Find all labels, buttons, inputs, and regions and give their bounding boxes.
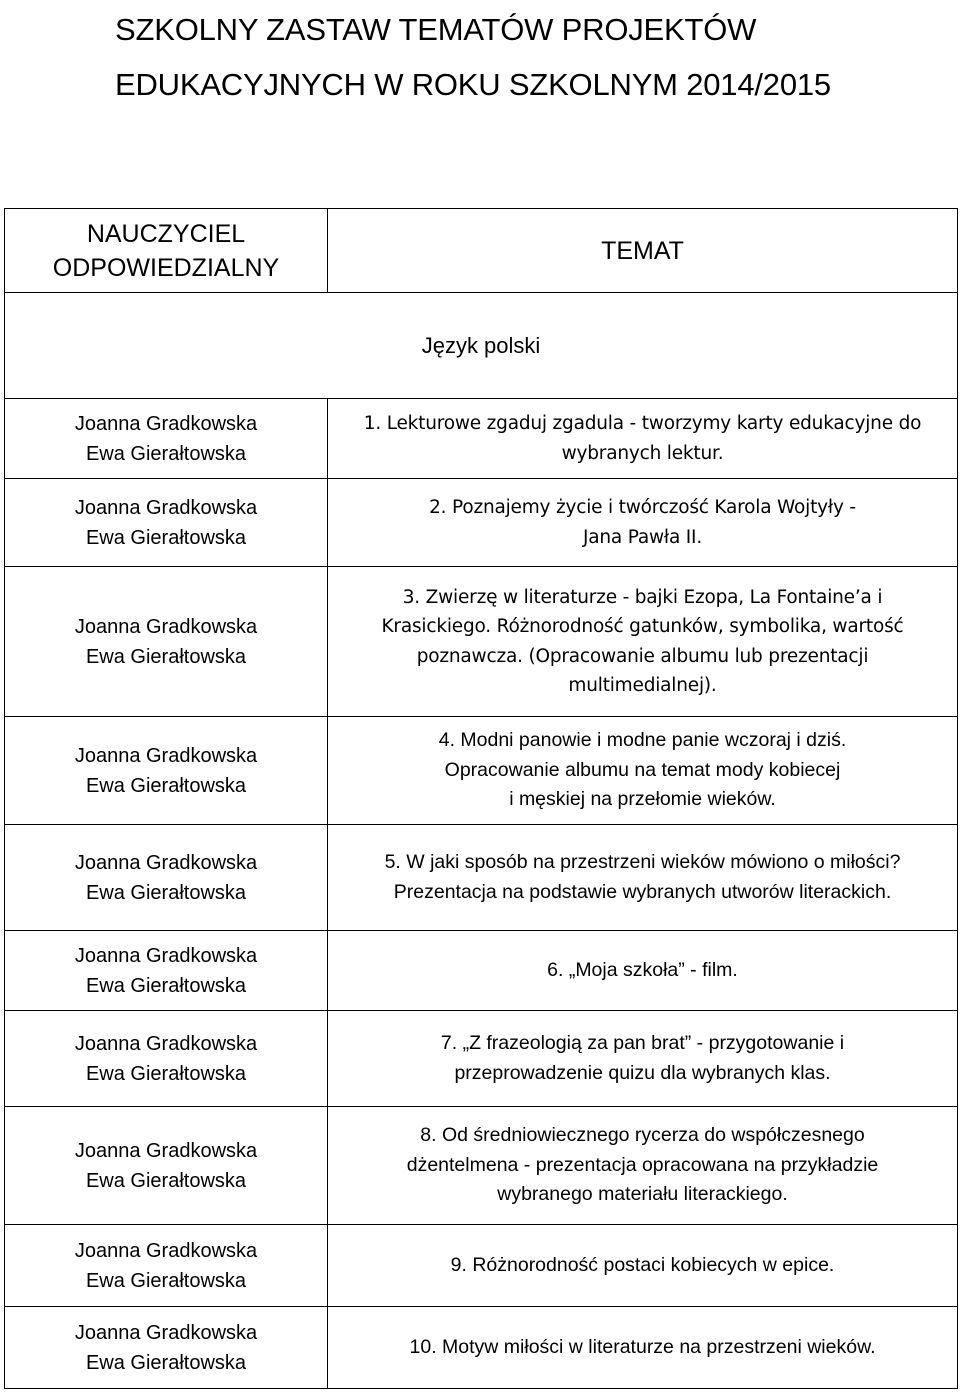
topic-cell bbox=[328, 931, 958, 1011]
table-row bbox=[5, 931, 958, 1011]
topic-line: i męskiej na przełomie wieków. bbox=[509, 788, 776, 811]
topic-line: Jana Pawła II. bbox=[583, 526, 702, 548]
teacher-cell bbox=[5, 1307, 328, 1389]
teacher-name: Joanna Gradkowska bbox=[74, 744, 258, 767]
teacher-name: Ewa Gierałtowska bbox=[85, 974, 247, 997]
topic-line: multimedialnej). bbox=[568, 675, 717, 696]
table-row bbox=[5, 717, 958, 825]
document-title-line2: EDUKACYJNYCH W ROKU SZKOLNYM 2014/2015 bbox=[115, 67, 831, 102]
teacher-cell bbox=[5, 567, 328, 717]
teacher-name: Ewa Gierałtowska bbox=[85, 526, 247, 549]
topic-cell bbox=[328, 399, 958, 479]
topic-line: Opracowanie albumu na temat mody kobiecej bbox=[444, 758, 841, 781]
document-title bbox=[115, 2, 935, 112]
topic-line: 7. „Z frazeologią za pan brat” - przygotowanie i bbox=[440, 1032, 845, 1054]
topic-cell bbox=[328, 825, 958, 931]
topic-line: 4. Modni panowie i modne panie wczoraj i dziś. bbox=[438, 729, 847, 752]
teacher-cell bbox=[5, 399, 328, 479]
document-title-line1: SZKOLNY ZASTAW TEMATÓW PROJEKTÓW bbox=[115, 12, 757, 47]
header-teacher-line1: NAUCZYCIEL bbox=[86, 219, 246, 248]
teacher-cell bbox=[5, 931, 328, 1011]
teacher-cell bbox=[5, 479, 328, 567]
topic-line: wybranych lektur. bbox=[561, 442, 724, 464]
topic-line: 9. Różnorodność postaci kobiecych w epice. bbox=[450, 1253, 835, 1276]
teacher-name: Joanna Gradkowska bbox=[74, 496, 258, 519]
table-row bbox=[5, 1225, 958, 1307]
table-header-row bbox=[5, 209, 958, 293]
header-teacher bbox=[5, 209, 328, 293]
teacher-name: Ewa Gierałtowska bbox=[85, 442, 247, 465]
teacher-name: Ewa Gierałtowska bbox=[85, 645, 247, 668]
teacher-cell bbox=[5, 1225, 328, 1307]
table-row bbox=[5, 479, 958, 567]
topic-cell bbox=[328, 479, 958, 567]
topic-line: 10. Motyw miłości w literaturze na przestrzeni wieków. bbox=[409, 1335, 876, 1358]
topic-line: 6. „Moja szkoła” - film. bbox=[547, 958, 738, 981]
subject-heading: Język polski bbox=[5, 293, 958, 399]
topic-cell bbox=[328, 717, 958, 825]
teacher-name: Joanna Gradkowska bbox=[74, 615, 258, 638]
topic-line: 8. Od średniowiecznego rycerza do współczesnego bbox=[420, 1124, 865, 1147]
topic-line: 5. W jaki sposób na przestrzeni wieków mówiono o miłości? bbox=[384, 851, 901, 873]
topic-line: wybranego materiału literackiego. bbox=[497, 1183, 788, 1206]
topic-line: przeprowadzenie quizu dla wybranych klas. bbox=[454, 1061, 831, 1084]
teacher-name: Joanna Gradkowska bbox=[74, 1321, 258, 1344]
header-teacher-line2: ODPOWIEDZIALNY bbox=[52, 253, 280, 282]
topic-line: 3. Zwierzę w literaturze - bajki Ezopa, La Fontaine’a i bbox=[402, 586, 883, 608]
table-row bbox=[5, 1011, 958, 1107]
topic-cell bbox=[328, 1307, 958, 1389]
teacher-name: Ewa Gierałtowska bbox=[85, 881, 247, 904]
teacher-name: Joanna Gradkowska bbox=[74, 1139, 258, 1162]
teacher-cell bbox=[5, 1107, 328, 1225]
teacher-cell bbox=[5, 1011, 328, 1107]
teacher-cell bbox=[5, 717, 328, 825]
teacher-name: Joanna Gradkowska bbox=[74, 1032, 258, 1055]
topic-line: Krasickiego. Różnorodność gatunków, symbolika, wartość bbox=[381, 616, 904, 637]
topic-cell bbox=[328, 1107, 958, 1225]
topic-line: dżentelmena - prezentacja opracowana na przykładzie bbox=[406, 1153, 879, 1176]
teacher-name: Joanna Gradkowska bbox=[74, 944, 258, 967]
teacher-name: Ewa Gierałtowska bbox=[85, 1062, 247, 1085]
table-row bbox=[5, 825, 958, 931]
topic-cell bbox=[328, 1225, 958, 1307]
topic-line: Prezentacja na podstawie wybranych utworów literackich. bbox=[393, 880, 892, 903]
topic-line: poznawcza. (Opracowanie albumu lub prezentacji bbox=[416, 645, 869, 667]
topics-table bbox=[4, 208, 958, 1389]
topic-line: 1. Lekturowe zgaduj zgadula - tworzymy karty edukacyjne do bbox=[363, 413, 922, 434]
topic-cell bbox=[328, 567, 958, 717]
table-row bbox=[5, 399, 958, 479]
topic-cell bbox=[328, 1011, 958, 1107]
subject-row bbox=[5, 293, 958, 399]
teacher-name: Ewa Gierałtowska bbox=[85, 1351, 247, 1374]
teacher-name: Joanna Gradkowska bbox=[74, 1239, 258, 1262]
teacher-name: Ewa Gierałtowska bbox=[85, 774, 247, 797]
teacher-name: Joanna Gradkowska bbox=[74, 851, 258, 874]
teacher-name: Joanna Gradkowska bbox=[74, 412, 258, 435]
teacher-name: Ewa Gierałtowska bbox=[85, 1269, 247, 1292]
teacher-name: Ewa Gierałtowska bbox=[85, 1169, 247, 1192]
topic-line: 2. Poznajemy życie i twórczość Karola Wojtyły - bbox=[429, 497, 856, 518]
table-row bbox=[5, 1307, 958, 1389]
header-topic: TEMAT bbox=[328, 209, 958, 293]
table-row bbox=[5, 567, 958, 717]
table-row bbox=[5, 1107, 958, 1225]
teacher-cell bbox=[5, 825, 328, 931]
